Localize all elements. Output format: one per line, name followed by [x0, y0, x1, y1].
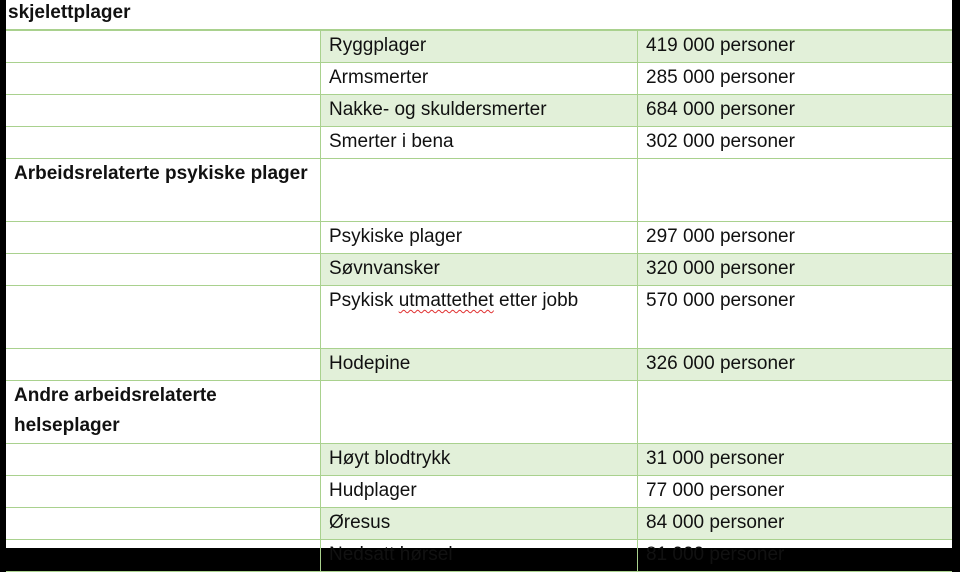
section-heading-skeletal-text: skjelettplager — [8, 2, 131, 23]
complaint-label: Hudplager — [321, 476, 638, 508]
complaint-count: 320 000 personer — [638, 254, 953, 286]
complaint-count: 326 000 personer — [638, 349, 953, 381]
table-row — [6, 444, 952, 476]
section-heading-skeletal — [6, 0, 952, 30]
complaint-count: 31 000 personer — [638, 444, 953, 476]
table-row — [6, 286, 952, 349]
table-row — [6, 95, 952, 127]
complaint-label: Øresus — [321, 508, 638, 540]
table-row — [6, 222, 952, 254]
complaint-count: 84 000 personer — [638, 508, 953, 540]
table-row — [6, 540, 952, 572]
complaint-label: Psykiske plager — [321, 222, 638, 254]
complaint-count: 570 000 personer — [638, 286, 953, 349]
complaint-count: 684 000 personer — [638, 95, 953, 127]
table-row — [6, 31, 952, 63]
health-complaints-table — [6, 0, 952, 572]
complaint-count: 419 000 personer — [638, 31, 953, 63]
table-row — [6, 508, 952, 540]
document-page — [6, 0, 952, 565]
complaint-count: 77 000 personer — [638, 476, 953, 508]
complaint-label: Nedsatt hørsel — [321, 540, 638, 572]
table-row — [6, 127, 952, 159]
complaint-label — [321, 286, 638, 349]
section-heading-row-other — [6, 381, 952, 444]
complaint-label: Ryggplager — [321, 31, 638, 63]
section-heading-row-psych — [6, 159, 952, 222]
label-part: etter jobb — [499, 290, 579, 311]
complaint-label: Høyt blodtrykk — [321, 444, 638, 476]
label-part: Psykisk — [329, 290, 394, 311]
complaint-label: Nakke- og skuldersmerter — [321, 95, 638, 127]
complaint-count: 81 000 personer — [638, 540, 953, 572]
complaint-label: Søvnvansker — [321, 254, 638, 286]
table-row — [6, 349, 952, 381]
complaint-label: Armsmerter — [321, 63, 638, 95]
section-heading-psych: Arbeidsrelaterte psykiske plager — [6, 159, 321, 222]
table-row — [6, 63, 952, 95]
complaint-count: 285 000 personer — [638, 63, 953, 95]
spellcheck-underlined-word: utmattethet — [398, 290, 494, 311]
table-row — [6, 476, 952, 508]
table-row — [6, 254, 952, 286]
section-heading-other: Andre arbeidsrelaterte helseplager — [6, 381, 321, 444]
complaint-label: Smerter i bena — [321, 127, 638, 159]
complaint-label: Hodepine — [321, 349, 638, 381]
complaint-count: 297 000 personer — [638, 222, 953, 254]
complaint-count: 302 000 personer — [638, 127, 953, 159]
